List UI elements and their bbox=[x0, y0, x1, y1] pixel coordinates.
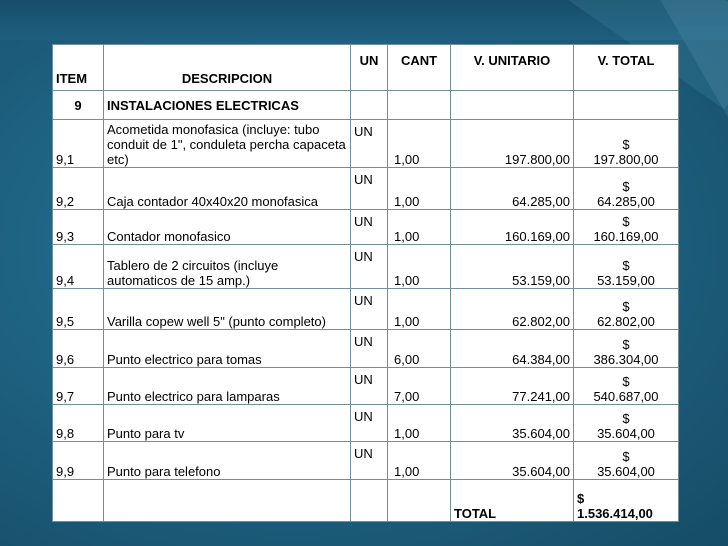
header-descripcion: DESCRIPCION bbox=[104, 45, 351, 91]
row-quantity: 1,00 bbox=[388, 209, 451, 244]
row-total-cell bbox=[574, 288, 679, 330]
row-unit: UN bbox=[351, 442, 388, 480]
row-quantity: 1,00 bbox=[388, 405, 451, 442]
row-item: 9,5 bbox=[53, 288, 104, 330]
row-unit: UN bbox=[351, 167, 388, 209]
row-quantity: 1,00 bbox=[388, 120, 451, 168]
row-unit: UN bbox=[351, 330, 388, 367]
row-description: Acometida monofasica (incluye: tubo conduit de 1", conduleta percha capaceta etc) bbox=[104, 120, 351, 168]
row-total-value: 540.687,00 bbox=[593, 389, 659, 405]
table-row bbox=[53, 367, 679, 404]
row-unit: UN bbox=[351, 209, 388, 244]
table-row bbox=[53, 288, 679, 330]
row-unit-price: 77.241,00 bbox=[451, 367, 574, 404]
total-value: 1.536.414,00 bbox=[577, 506, 653, 521]
row-total-value: 35.604,00 bbox=[597, 426, 655, 442]
row-unit: UN bbox=[351, 244, 388, 288]
row-unit-price: 35.604,00 bbox=[451, 442, 574, 480]
row-unit: UN bbox=[351, 405, 388, 442]
row-description: Punto para tv bbox=[104, 405, 351, 442]
row-unit: UN bbox=[351, 120, 388, 168]
table-row bbox=[53, 330, 679, 367]
row-item: 9,7 bbox=[53, 367, 104, 404]
row-unit-price: 62.802,00 bbox=[451, 288, 574, 330]
row-unit: UN bbox=[351, 288, 388, 330]
section-item: 9 bbox=[53, 91, 104, 120]
row-item: 9,6 bbox=[53, 330, 104, 367]
row-item: 9,3 bbox=[53, 209, 104, 244]
row-total-value: 35.604,00 bbox=[597, 464, 655, 479]
row-total-value: 62.802,00 bbox=[597, 314, 655, 330]
row-total-value: 53.159,00 bbox=[597, 272, 655, 288]
row-unit-price: 197.800,00 bbox=[451, 120, 574, 168]
row-total-dollar: $ bbox=[622, 411, 630, 427]
header-un: UN bbox=[351, 45, 388, 91]
section-title: INSTALACIONES ELECTRICAS bbox=[104, 91, 351, 120]
row-quantity: 6,00 bbox=[388, 330, 451, 367]
row-unit-price: 53.159,00 bbox=[451, 244, 574, 288]
row-quantity: 1,00 bbox=[388, 442, 451, 480]
table-row bbox=[53, 405, 679, 442]
row-description: Caja contador 40x40x20 monofasica bbox=[104, 167, 351, 209]
row-total-cell bbox=[574, 442, 679, 480]
row-unit-price: 160.169,00 bbox=[451, 209, 574, 244]
row-item: 9,8 bbox=[53, 405, 104, 442]
row-item: 9,1 bbox=[53, 120, 104, 168]
row-total-cell bbox=[574, 167, 679, 209]
row-item: 9,9 bbox=[53, 442, 104, 480]
row-total-cell bbox=[574, 405, 679, 442]
row-description: Contador monofasico bbox=[104, 209, 351, 244]
row-unit: UN bbox=[351, 367, 388, 404]
table-row bbox=[53, 209, 679, 244]
row-total-cell bbox=[574, 244, 679, 288]
row-total-dollar: $ bbox=[622, 449, 630, 464]
row-total-dollar: $ bbox=[622, 299, 630, 315]
row-total-cell bbox=[574, 120, 679, 168]
row-total-cell bbox=[574, 367, 679, 404]
row-description: Punto electrico para lamparas bbox=[104, 367, 351, 404]
row-total-value: 197.800,00 bbox=[593, 151, 659, 167]
row-item: 9,4 bbox=[53, 244, 104, 288]
header-v-total: V. TOTAL bbox=[574, 45, 679, 91]
header-item: ITEM bbox=[53, 45, 104, 91]
row-total-value: 64.285,00 bbox=[597, 193, 655, 209]
row-total-value: 386.304,00 bbox=[593, 351, 659, 367]
row-quantity: 1,00 bbox=[388, 167, 451, 209]
row-total-cell bbox=[574, 330, 679, 367]
total-dollar: $ bbox=[577, 491, 585, 506]
row-description: Tablero de 2 circuitos (incluye automaticos de 15 amp.) bbox=[104, 244, 351, 288]
row-quantity: 1,00 bbox=[388, 288, 451, 330]
row-quantity: 7,00 bbox=[388, 367, 451, 404]
table-row bbox=[53, 167, 679, 209]
row-total-value: 160.169,00 bbox=[593, 228, 659, 244]
row-total-dollar: $ bbox=[622, 213, 630, 229]
row-unit-price: 64.384,00 bbox=[451, 330, 574, 367]
header-cant: CANT bbox=[388, 45, 451, 91]
row-total-dollar: $ bbox=[622, 336, 630, 352]
table-row bbox=[53, 244, 679, 288]
row-description: Punto electrico para tomas bbox=[104, 330, 351, 367]
row-total-dollar: $ bbox=[622, 374, 630, 390]
row-description: Varilla copew well 5" (punto completo) bbox=[104, 288, 351, 330]
table-row bbox=[53, 442, 679, 480]
row-total-dollar: $ bbox=[622, 136, 630, 152]
section-row bbox=[53, 91, 679, 120]
row-total-cell bbox=[574, 209, 679, 244]
row-unit-price: 64.285,00 bbox=[451, 167, 574, 209]
row-quantity: 1,00 bbox=[388, 244, 451, 288]
row-item: 9,2 bbox=[53, 167, 104, 209]
budget-table-container bbox=[52, 44, 678, 522]
total-value-cell bbox=[574, 480, 679, 522]
total-row bbox=[53, 480, 679, 522]
row-total-dollar: $ bbox=[622, 178, 630, 194]
row-description: Punto para telefono bbox=[104, 442, 351, 480]
row-unit-price: 35.604,00 bbox=[451, 405, 574, 442]
table-row bbox=[53, 120, 679, 168]
header-row bbox=[53, 45, 679, 91]
total-label: TOTAL bbox=[451, 480, 574, 522]
row-total-dollar: $ bbox=[622, 257, 630, 273]
budget-table bbox=[52, 44, 679, 522]
header-v-unitario: V. UNITARIO bbox=[451, 45, 574, 91]
